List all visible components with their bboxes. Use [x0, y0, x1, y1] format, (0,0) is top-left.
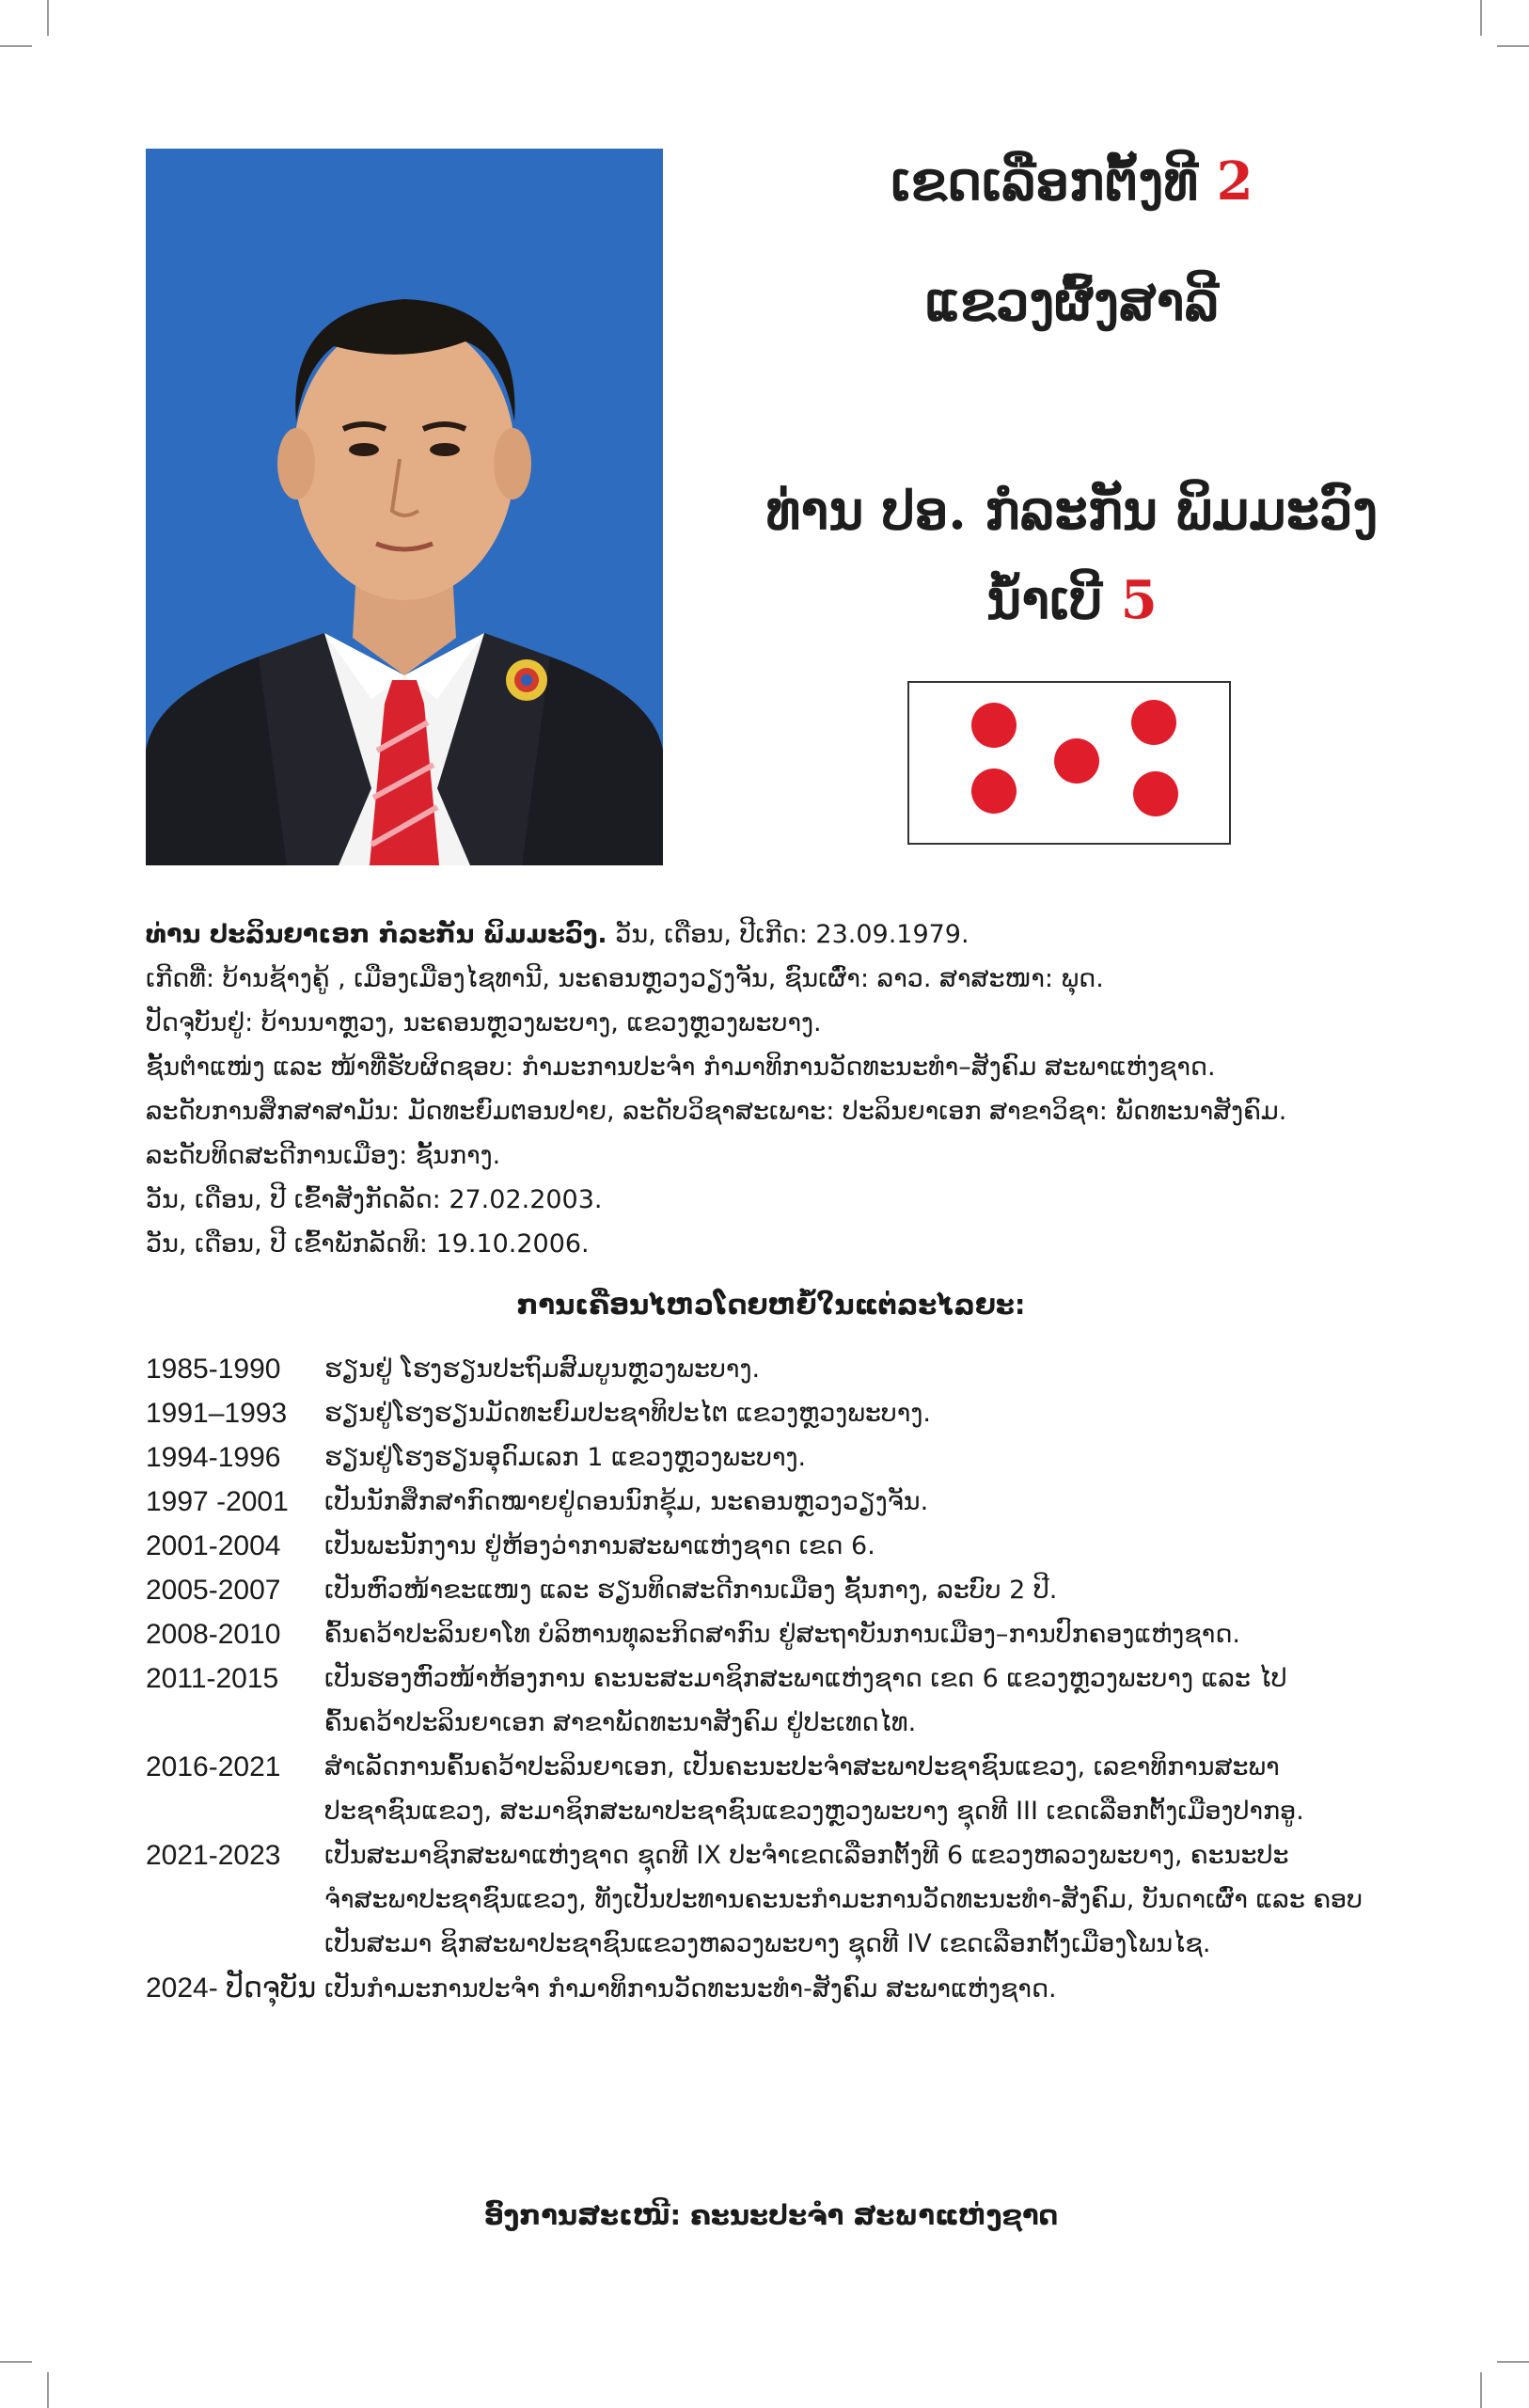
candidate-name: ທ່ານ ປອ. ກໍລະກັນ ພິມມະວົງ — [765, 480, 1379, 542]
district-label: ເຂດເລືອກຕັ້ງທີ — [891, 150, 1199, 213]
timeline-text: ເປັນສະມາ ຊິກສະພາປະຊາຊົນແຂວງຫລວງພະບາງ ຊຸດທີ IV ເຂດເລືອກຕັ້ງເມືອງໂພນໄຊ. — [324, 1929, 1211, 1958]
ballot-dot — [1054, 738, 1099, 784]
timeline-years: 2011-2015 — [146, 1663, 279, 1694]
personal-info — [146, 912, 1396, 1266]
career-timeline — [146, 1347, 1396, 2011]
timeline-years: 2005-2007 — [146, 1575, 281, 1606]
timeline-row — [146, 1480, 1396, 1524]
district-number: 2 — [1216, 150, 1253, 213]
timeline-text: ເປັນຮອງຫົວໜ້າຫ້ອງການ ຄະນະສະມາຊິກສະພາແຫ່ງຊາດ ເຂດ 6 ແຂວງຫຼວງພະບາງ ແລະ ໄປ — [324, 1664, 1287, 1693]
timeline-text: ຄົ້ນຄວ້າປະລິນຍາເອກ ສາຂາພັດທະນາສັງຄົມ ຢູ່ປະເທດໄທ. — [324, 1708, 917, 1737]
timeline-title: ການເຄື່ອນໄຫວໂດຍຫຍໍ້ໃນແຕ່ລະໄລຍະ: — [516, 1289, 1026, 1321]
district-title — [733, 150, 1411, 213]
timeline-text: ຈໍາສະພາປະຊາຊົນແຂວງ, ທັງເປັນປະທານຄະນະກໍາມະການວັດທະນະທໍາ-ສັງຄົມ, ບັນດາເຜົ່າ ແລະ ຄອບ — [324, 1885, 1363, 1914]
timeline-row — [146, 1347, 1396, 1391]
timeline-text: ເປັນພະນັກງານ ຢູ່ຫ້ອງວ່າການສະພາແຫ່ງຊາດ ເຂດ 6. — [324, 1531, 875, 1560]
crop-mark — [0, 2361, 32, 2363]
timeline-text: ຮຽນຢູ່ໂຮງຮຽນມັດທະຍົມປະຊາທິປະໄຕ ແຂວງຫຼວງພະບາງ. — [324, 1399, 931, 1428]
province-title: ແຂວງຜົ້ງສາລີ — [924, 271, 1220, 333]
ballot-dot — [1133, 771, 1178, 816]
nominating-body: ອົງການສະເໜີ: ຄະນະປະຈໍາ ສະພາແຫ່ງຊາດ — [483, 2199, 1059, 2231]
timeline-row — [146, 1656, 1396, 1745]
timeline-text: ເປັນກໍາມະການປະຈໍາ ກໍາມາທິການວັດທະນະທໍາ-ສັງຄົມ ສະພາແຫ່ງຊາດ. — [323, 1974, 1057, 2004]
ballot-dot — [971, 703, 1017, 748]
crop-mark — [47, 0, 49, 36]
timeline-text: ຮຽນຢູ່ໂຮງຮຽນອຸດົມເລກ 1 ແຂວງຫຼວງພະບາງ. — [324, 1443, 807, 1472]
number-value: 5 — [1120, 569, 1158, 631]
timeline-years: 2021-2023 — [146, 1840, 281, 1871]
timeline-row — [146, 1435, 1396, 1480]
timeline-years: 1991–1993 — [146, 1398, 288, 1429]
number-label: ນໍ້າເບີ — [986, 569, 1103, 631]
info-line: ເກີດທີ່: ບ້ານຊ້າງຄູ້ , ເມືອງເມືອງໄຊທານີ, ນະຄອນຫຼວງວຽງຈັນ, ຊົນເຜົ່າ: ລາວ. ສາສະໜາ: ພຸດ. — [146, 964, 1104, 993]
ballot-dot — [1131, 700, 1176, 745]
timeline-text: ຮຽນຢູ່ ໂຮງຮຽນປະຖົມສົມບູນຫຼວງພະບາງ. — [324, 1354, 761, 1384]
timeline-years: 2016-2021 — [146, 1751, 281, 1782]
candidate-photo — [146, 149, 663, 865]
crop-mark — [47, 2372, 49, 2408]
timeline-years: 1997 -2001 — [146, 1486, 289, 1517]
info-line: ວັນ, ເດືອນ, ປີ ເຂົ້າພັກລັດທິ: 19.10.2006. — [146, 1229, 590, 1259]
info-line: ລະດັບທິດສະດີການເມືອງ: ຊັ້ນກາງ. — [146, 1141, 501, 1170]
crop-mark — [1480, 0, 1482, 36]
timeline-row — [146, 1524, 1396, 1568]
timeline-row — [146, 1745, 1396, 1833]
timeline-text: ສໍາເລັດການຄົ້ນຄວ້າປະລິນຍາເອກ, ເປັນຄະນະປະຈໍາສະພາປະຊາຊົນແຂວງ, ເລຂາທິການສະພາ — [324, 1752, 1280, 1782]
timeline-years: 2008-2010 — [146, 1619, 281, 1650]
info-line: ຊັ້ນຕໍາແໜ່ງ ແລະ ໜ້າທີ່ຮັບຜິດຊອບ: ກໍາມະການປະຈໍາ ກໍາມາທິການວັດທະນະທໍາ–ສັງຄົມ ສະພາແຫ່ງຊາດ. — [146, 1053, 1216, 1082]
timeline-years: 1994-1996 — [146, 1442, 281, 1473]
info-line: ລະດັບການສຶກສາສາມັນ: ມັດທະຍົມຕອນປາຍ, ລະດັບວິຊາສະເພາະ: ປະລິນຍາເອກ ສາຂາວິຊາ: ພັດທະນາສັງຄົມ. — [146, 1097, 1287, 1126]
info-birthdate: ວັນ, ເດືອນ, ປີເກີດ: 23.09.1979. — [615, 920, 969, 949]
candidate-number — [733, 569, 1411, 631]
crop-mark — [0, 45, 32, 47]
ballot-dot — [971, 768, 1017, 814]
candidate-portrait-icon — [146, 149, 663, 865]
timeline-row — [146, 1391, 1396, 1435]
timeline-text: ປະຊາຊົນແຂວງ, ສະມາຊິກສະພາປະຊາຊົນແຂວງຫຼວງພະບາງ ຊຸດທີ III ເຂດເລືອກຕັ້ງເມືອງປາກອູ. — [324, 1797, 1304, 1826]
timeline-years: 2024- ປັດຈຸບັນ — [146, 1972, 317, 2004]
crop-mark — [1480, 2372, 1482, 2408]
crop-mark — [1497, 2361, 1529, 2363]
crop-mark — [1497, 45, 1529, 47]
info-line: ວັນ, ເດືອນ, ປີ ເຂົ້າສັງກັດລັດ: 27.02.2003. — [146, 1185, 603, 1214]
timeline-text: ເປັນສະມາຊິກສະພາແຫ່ງຊາດ ຊຸດທີ IX ປະຈໍາເຂດເລືອກຕັ້ງທີ 6 ແຂວງຫລວງພະບາງ, ຄະນະປະ — [324, 1841, 1289, 1870]
timeline-row — [146, 1612, 1396, 1656]
timeline-text: ເປັນນັກສຶກສາກົດໝາຍຢູ່ດອນນົກຂຸ້ມ, ນະຄອນຫຼວງວຽງຈັນ. — [324, 1487, 929, 1516]
timeline-years: 2001-2004 — [146, 1530, 281, 1561]
info-name: ທ່ານ ປະລິນຍາເອກ ກໍລະກັນ ພິມມະວົງ. — [146, 920, 607, 949]
timeline-row-current — [146, 1966, 1396, 2011]
timeline-text: ເປັນຫົວໜ້າຂະແໜງ ແລະ ຮຽນທິດສະດີການເມືອງ ຊັ້ນກາງ, ລະບົບ 2 ປີ. — [324, 1576, 1058, 1605]
timeline-row — [146, 1568, 1396, 1612]
timeline-row — [146, 1833, 1396, 1966]
info-name-line — [146, 912, 1396, 957]
info-line: ປັດຈຸບັນຢູ່: ບ້ານນາຫຼວງ, ນະຄອນຫຼວງພະບາງ, ແຂວງຫຼວງພະບາງ. — [146, 1008, 822, 1038]
timeline-text: ຄົ້ນຄວ້າປະລິນຍາໂທ ບໍລິຫານທຸລະກິດສາກົນ ຢູ່ສະຖາບັນການເມືອງ–ການປົກຄອງແຫ່ງຊາດ. — [324, 1620, 1241, 1649]
ballot-number-box — [907, 681, 1231, 845]
timeline-years: 1985-1990 — [146, 1354, 281, 1385]
